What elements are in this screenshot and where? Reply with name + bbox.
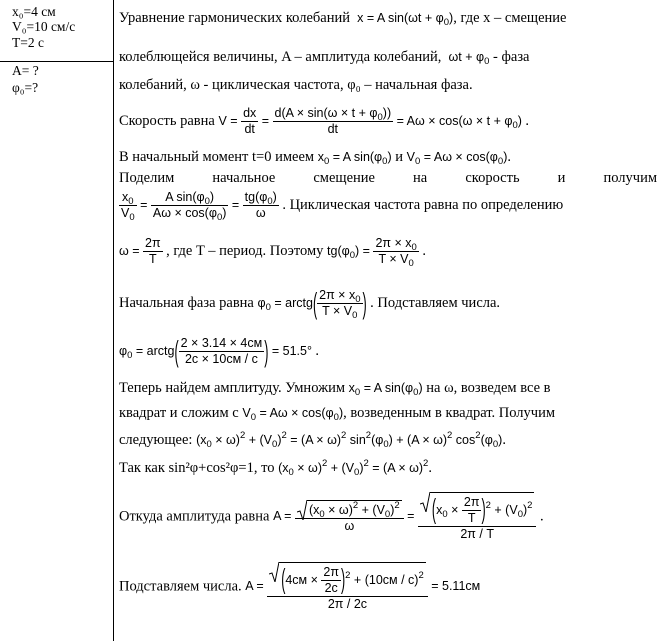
ratio-line: $\frac{x_0}{V_0}$ = $\frac{A \sin(\varphi_0)}{A\omega \times \cos(\varphi_0)}$ = $\frac{tg(\varphi_0)}{\omega}$ . Циклическая частота равна по определению [121,190,564,223]
amplitude-line-2: квадрат и сложим с $V_0 = A\omega \times \cos(\varphi_0)$, возведенным в квадрат. Получим [119,405,556,423]
given-divider [0,61,113,62]
amplitude-line-3: следующее: $(x_0 \times \omega)^2 + (V_0)^2 = (A \times \omega)^2$ $\sin^2(\varphi_0) + (A \times \omega)^2$ $\cos^2(\varphi_0)$. [119,430,506,450]
phase-line: Начальная фаза равна $\varphi_0$ = arctg( $\frac{2\pi \times x_0}{T \times V_0}$ ) . Подставляем числа. [119,286,501,321]
find-amplitude: A= ? [12,63,39,78]
find-phase: φ₀=? [12,80,39,95]
given-v0: V₀=10 см/с [12,19,76,34]
velocity-line: Скорость равна V = $\frac{dx}{dt}$ = $\frac{d(A \times \sin(\omega \times t + \varphi_0))}{dt}$ = $A\omega \times \cos(\omega \times t + \varphi_0)$ . [119,106,530,136]
phase-numeric-line: $\varphi_0$ = arctg( $\frac{2 \times 3.14 \times 4см}{2с \times 10см / с}$ ) = 51.5° . [119,334,320,369]
formula-harmonic: x = A $\sin(\omega t + \varphi_0)$ [353,11,454,28]
line-1: Уравнение гармонических колебаний x = A $\sin(\omega t + \varphi_0)$, где x – смещение [119,10,567,28]
amplitude-line-1: Теперь найдем амплитуду. Умножим $x_0 = A$ $\sin(\varphi_0)$ на ω, возведем все в [119,380,551,398]
divide-line: Поделим начальное смещение на скорость и получим [119,170,657,186]
initial-moment-line: В начальный момент t=0 имеем $x_0 = A$ $\sin(\varphi_0)$ и $V_0 = A\omega \times \cos(\varphi_0)$. [119,149,512,167]
column-divider [113,0,114,641]
given-period: T=2 с [12,35,44,50]
amplitude-numeric-line: Подставляем числа. A = (4см × $\frac{2\pi}{2с}$ )$^2$ + (10см / с)$^2$ 2π / 2с = 5.11см [119,564,481,611]
amplitude-formula-line: Откуда амплитуда равна A = $\frac{(x_0 \times \omega)^2 + (V_0)^2}{\omega}$ = ($x_0$ × $\frac{2\pi}{T}$ )$^2 + (V_0)^2$ 2π / T . [119,494,544,541]
omega-line: ω = $\frac{2\pi}{T}$ , где T – период. Поэтому $tg(\varphi_0)$ = $\frac{2\pi \times x_0}{T \times V_0}$ . [119,236,426,269]
line-2: колеблющейся величины, A – амплитуда колебаний, $\omega t + \varphi_0$ - фаза [119,49,530,67]
given-x0: x₀=4 см [12,4,56,19]
line-3: колебаний, ω - циклическая частота, φ₀ – начальная фаза. [119,77,473,93]
identity-line: Так как sin²φ+cos²φ=1, то $(x_0 \times \omega)^2 + (V_0)^2 = (A \times \omega)^2$. [119,458,432,478]
